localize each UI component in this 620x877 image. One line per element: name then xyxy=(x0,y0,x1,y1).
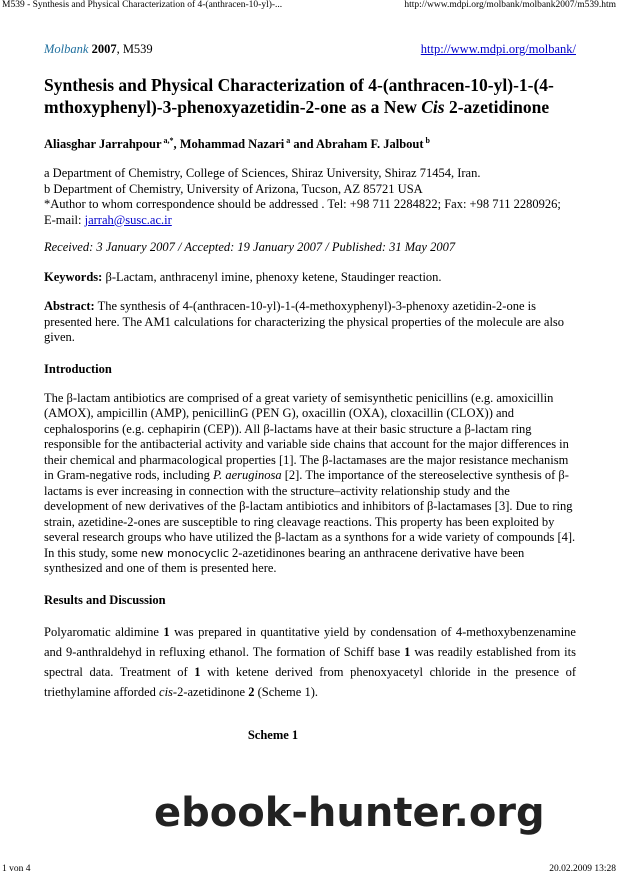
author-3: and Abraham F. Jalbout xyxy=(290,137,424,152)
print-footer xyxy=(0,864,620,876)
author-3-sup: b xyxy=(423,136,430,145)
results-italic: cis xyxy=(159,684,173,699)
results-text-d: with ketene derived from phenoxyacetyl chloride in the presence of triethylamine afforded xyxy=(44,664,577,699)
compound-ref: 1 xyxy=(194,664,201,679)
article xyxy=(44,38,576,743)
email-link[interactable]: jarrah@susc.ac.ir xyxy=(84,212,172,227)
intro-text-3: 2-azetidinones bearing an anthracene derivative have been synthesized and one of them is presented here. xyxy=(44,545,525,576)
results-paragraph xyxy=(44,622,576,702)
affiliations xyxy=(44,166,576,228)
results-text-b: was prepared in quantitative yield by condensation of 4-methoxybenzenamine and 9-anthraldehyd in refluxing ethanol. The formation of Schiff base xyxy=(44,624,576,659)
scheme-label: Scheme 1 xyxy=(247,727,299,742)
abstract xyxy=(44,299,576,346)
page-title: M539 - Synthesis and Physical Characterization of 4-(anthracen-10-yl)-... xyxy=(2,0,283,10)
affiliation-b: b Department of Chemistry, University of Arizona, Tucson, AZ 85721 USA xyxy=(44,181,423,196)
journal-year: 2007 xyxy=(91,42,117,56)
results-text-f: (Scheme 1). xyxy=(254,684,318,699)
abstract-label: Abstract: xyxy=(44,299,95,314)
email-line xyxy=(44,213,576,229)
journal-name: Molbank xyxy=(44,42,89,56)
correspondence: *Author to whom correspondence should be addressed . Tel: +98 711 2284822; Fax: +98 711 2280926; xyxy=(44,197,561,212)
compound-ref: 1 xyxy=(163,624,170,639)
introduction-heading: Introduction xyxy=(44,361,112,376)
keywords-label: Keywords: xyxy=(44,270,103,285)
intro-sans: new monocyclic xyxy=(140,546,229,560)
author-2-sup: a xyxy=(284,136,291,145)
introduction-paragraph xyxy=(44,391,576,577)
intro-text-2: [2]. The importance of the stereoselective synthesis of β-lactams is ever increasing in connection with the structure–activity relationship study and the development of new derivatives of the β-lactam antibiotics and inhibitors of β-lactamases [3]. Due to ring strain, azetidine-2-ones are susceptible to ring cleavage reactions. This property has been exploited by several research groups who have utilized the β-lactam as a synthons for a wide variety of compounds [4]. In this study, some xyxy=(44,468,576,560)
watermark: ebook-hunter.org xyxy=(154,790,545,836)
keywords-text: β-Lactam, anthracenyl imine, phenoxy ketene, Staudinger reaction. xyxy=(102,270,442,285)
page-url: http://www.mdpi.org/molbank/molbank2007/m539.htm xyxy=(404,0,616,10)
keywords xyxy=(44,270,576,285)
results-text-c: was readily established from its spectral data. Treatment of xyxy=(44,644,576,679)
print-datetime: 20.02.2009 13:28 xyxy=(549,864,616,874)
print-header xyxy=(0,0,620,12)
affiliation-a: a Department of Chemistry, College of Sciences, Shiraz University, Shiraz 71454, Iran. xyxy=(44,166,481,181)
title-italic: Cis xyxy=(421,97,445,117)
compound-ref: 2 xyxy=(248,684,255,699)
intro-italic: P. aeruginosa xyxy=(213,468,282,483)
compound-ref: 1 xyxy=(404,644,411,659)
author-2: , Mohammad Nazari xyxy=(173,137,285,152)
results-text-a: Polyaromatic aldimine xyxy=(44,624,164,639)
article-id: , M539 xyxy=(116,42,153,56)
journal-citation xyxy=(44,42,153,57)
publication-dates: Received: 3 January 2007 / Accepted: 19 January 2007 / Published: 31 May 2007 xyxy=(44,240,456,255)
article-title xyxy=(44,74,576,118)
results-text-e: -2-azetidinone xyxy=(172,684,249,699)
intro-text-1: The β-lactam antibiotics are comprised of a great variety of semisynthetic penicillins (e.g. amoxicillin (AMOX), ampicillin (AMP), penicillinG (PEN G), oxacillin (OXA), cloxacillin (CLOX)) and cephalosporins (e.g. cephapirin (CEP)). All β-lactams have at their basic structure a β-lactam ring responsible for the antibacterial activity and variable side chains that account for the major differences in their chemical and pharmacological properties [1]. The β-lactamases are the major resistance mechanism in Gram-negative rods, including xyxy=(44,390,569,483)
author-list xyxy=(44,136,576,152)
results-heading: Results and Discussion xyxy=(44,592,166,607)
journal-header xyxy=(44,38,576,56)
journal-link[interactable]: http://www.mdpi.org/molbank/ xyxy=(420,42,576,56)
abstract-text: The synthesis of 4-(anthracen-10-yl)-1-(4-methoxyphenyl)-3-phenoxy azetidin-2-one is presented here. The AM1 calculations for characterizing the physical properties of the molecule are also given. xyxy=(44,299,565,345)
author-1: Aliasghar Jarrahpour xyxy=(44,137,162,152)
email-label: E-mail: xyxy=(44,212,85,227)
title-main: Synthesis and Physical Characterization of 4-(anthracen-10-yl)-1-(4-mthoxyphenyl)-3-phenoxyazetidin-2-one as a New xyxy=(44,75,554,117)
page-counter: 1 von 4 xyxy=(2,864,31,874)
title-tail: 2-azetidinone xyxy=(444,97,550,117)
author-1-sup: a,* xyxy=(161,136,174,145)
